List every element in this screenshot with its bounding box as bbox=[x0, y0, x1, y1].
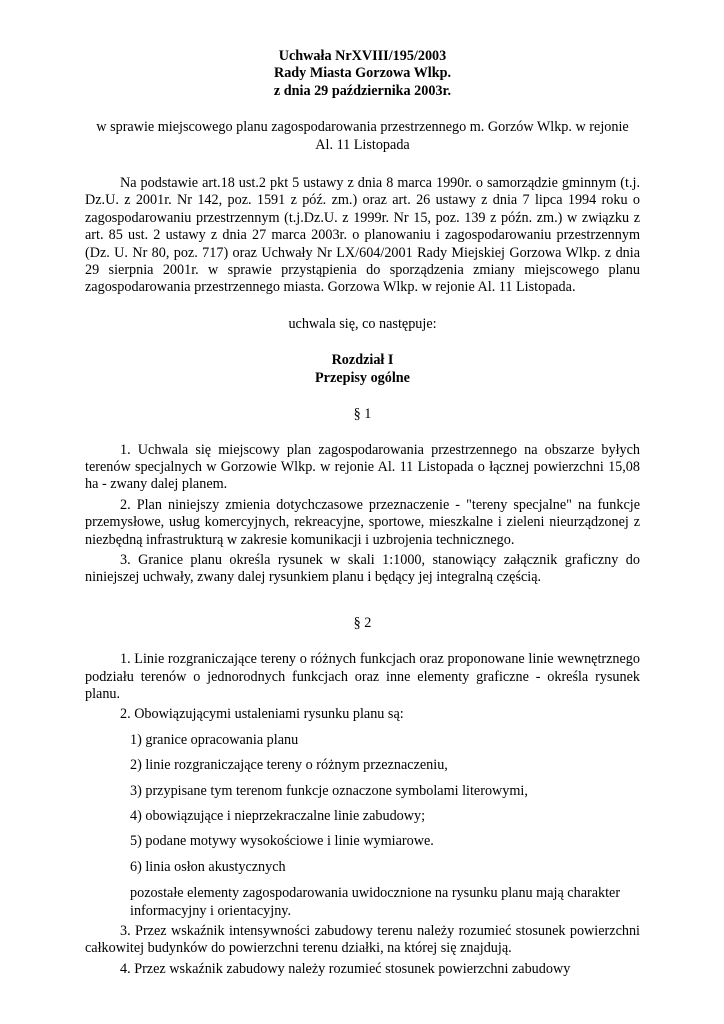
list-item: 2) linie rozgraniczające tereny o różnym przeznaczeniu, bbox=[130, 757, 448, 774]
chapter-subtitle: Przepisy ogólne bbox=[315, 369, 410, 386]
section-2-paragraph-4: 4. Przez wskaźnik zabudowy należy rozumieć stosunek powierzchni zabudowy bbox=[120, 960, 571, 977]
resolution-subject bbox=[85, 119, 640, 154]
section-2-paragraph-1: 1. Linie rozgraniczające tereny o różnych funkcjach oraz proponowane linie wewnętrznego podziału terenów o jednorodnych funkcjach oraz inne elementy graficzne - określa rysunek planu. bbox=[85, 651, 640, 702]
chapter-title: Rozdział I bbox=[331, 352, 394, 369]
plan-drawing-settings-list bbox=[85, 732, 640, 876]
document-page bbox=[85, 48, 640, 978]
section-2-paragraph-3: 3. Przez wskaźnik intensywności zabudowy terenu należy rozumieć stosunek powierzchni całkowitej budynków do powierzchni terenu działki, na której się znajdują. bbox=[85, 923, 640, 957]
list-item: 6) linia osłon akustycznych bbox=[130, 858, 286, 875]
list-item: 1) granice opracowania planu bbox=[130, 731, 299, 748]
section-2-paragraph-2: 2. Obowiązującymi ustaleniami rysunku planu są: bbox=[120, 706, 404, 723]
section-1-paragraph-3: 3. Granice planu określa rysunek w skali 1:1000, stanowiący załącznik graficzny do niniejszej uchwały, zwany dalej rysunkiem planu i będący jej integralną częścią. bbox=[85, 551, 640, 586]
legal-basis-paragraph: Na podstawie art.18 ust.2 pkt 5 ustawy z dnia 8 marca 1990r. o samorządzie gminnym (t.j. Dz.U. z 2001r. Nr 142, poz. 1591 z póź. zm.) oraz art. 26 ustawy z dnia 7 lipca 1994 roku o zagospodarowaniu przestrzennym (t.j.Dz.U. z 1999r. Nr 15, poz. 139 z późn. zm.) w związku z art. 85 ust. 2 ustawy z dnia 27 marca 2003r. o planowaniu i zagospodarowaniu przestrzennym (Dz. U. Nr 80, poz. 717) oraz Uchwały Nr LX/604/2001 Rady Miejskiej Gorzowa Wlkp. z dnia 29 sierpnia 2001r. w sprawie przystąpienia do sporządzenia zmiany miejscowego planu zagospodarowania przestrzennego miasta. Gorzowa Wlkp. w rejonie Al. 11 Listopada. bbox=[85, 175, 640, 296]
resolves-statement: uchwala się, co następuje: bbox=[288, 315, 437, 332]
section-1-mark: § 1 bbox=[353, 406, 372, 423]
remaining-elements-note: pozostałe elementy zagospodarowania uwidocznione na rysunku planu mają charakter informacyjny i orientacyjny. bbox=[130, 885, 621, 919]
chapter-heading bbox=[85, 352, 640, 387]
resolution-header bbox=[85, 48, 640, 100]
subject-line-2: Al. 11 Listopada bbox=[315, 136, 410, 153]
section-1-paragraph-2: 2. Plan niniejszy zmienia dotychczasowe przeznaczenie - "tereny specjalne" na funkcje przemysłowe, usług komercyjnych, rekreacyjne, sportowe, mieszkalne i zieleni nieurządzonej z niezbędną infrastrukturą w zakresie komunikacji i uzbrojenia technicznego. bbox=[85, 496, 640, 548]
resolution-number: Uchwała NrXVIII/195/2003 bbox=[278, 48, 447, 64]
subject-line-1: w sprawie miejscowego planu zagospodarowania przestrzennego m. Gorzów Wlkp. w rejonie bbox=[96, 119, 629, 136]
section-2-mark: § 2 bbox=[353, 614, 372, 631]
list-item: 4) obowiązujące i nieprzekraczalne linie zabudowy; bbox=[130, 808, 426, 824]
council-name: Rady Miasta Gorzowa Wlkp. bbox=[273, 65, 452, 82]
list-item: 3) przypisane tym terenom funkcje oznaczone symbolami literowymi, bbox=[130, 782, 528, 799]
resolution-date: z dnia 29 października 2003r. bbox=[273, 82, 452, 99]
section-1-paragraph-1: 1. Uchwala się miejscowy plan zagospodarowania przestrzennego na obszarze byłych terenów specjalnych w Gorzowie Wlkp. w rejonie Al. 11 Listopada o łącznej powierzchni 15,08 ha - zwany dalej planem. bbox=[85, 441, 640, 493]
list-item: 5) podane motywy wysokościowe i linie wymiarowe. bbox=[130, 833, 434, 850]
